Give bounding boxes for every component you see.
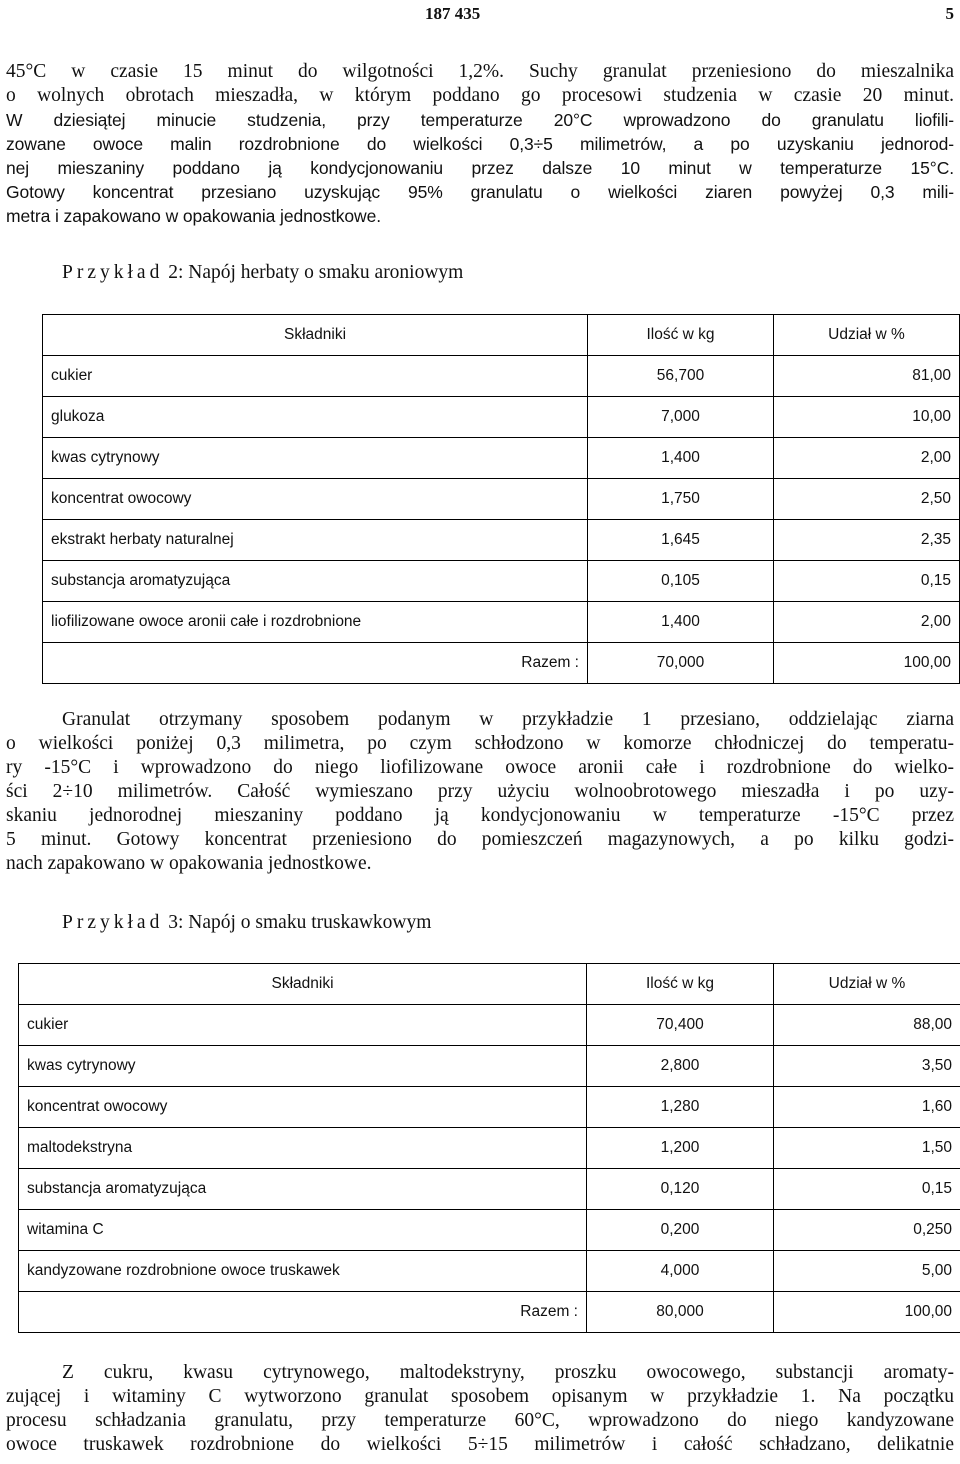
- column-header: Udział w %: [774, 964, 960, 1005]
- share-cell: 0,250: [774, 1210, 960, 1251]
- total-quantity: 70,000: [588, 643, 774, 684]
- paragraph-line: 5 minut. Gotowy koncentrat przeniesiono do pomieszczeń magazynowych, a po kilku godzi-: [6, 829, 954, 850]
- table-row: [19, 1087, 960, 1128]
- total-share: 100,00: [774, 643, 960, 684]
- paragraph-line: zowane owoce malin rozdrobnione do wielkości 0,3÷5 milimetrów, a po uzyskaniu jednorod-: [6, 134, 954, 154]
- ingredient-cell: koncentrat owocowy: [19, 1087, 587, 1128]
- paragraph-line: Gotowy koncentrat przesiano uzyskując 95% granulatu o wielkości ziaren powyżej 0,3 mili-: [6, 182, 954, 202]
- quantity-cell: 1,750: [588, 479, 774, 520]
- paragraph-line: metra i zapakowano w opakowania jednostkowe.: [6, 206, 381, 226]
- share-cell: 2,35: [774, 520, 960, 561]
- table-row: [19, 1210, 960, 1251]
- quantity-cell: 4,000: [587, 1251, 774, 1292]
- share-cell: 2,00: [774, 438, 960, 479]
- paragraph-line: Granulat otrzymany sposobem podanym w przykładzie 1 przesiano, oddzielając ziarna: [62, 709, 954, 730]
- ingredient-cell: ekstrakt herbaty naturalnej: [43, 520, 588, 561]
- table-total-row: [19, 1292, 960, 1333]
- table-header-row: [43, 315, 960, 356]
- table-row: [19, 1251, 960, 1292]
- ingredient-cell: substancja aromatyzująca: [43, 561, 588, 602]
- table-row: [43, 438, 960, 479]
- paragraph-line: o wolnych obrotach mieszadła, w którym poddano go procesowi studzenia w czasie 20 minut.: [6, 85, 954, 106]
- paragraph-line: ry -15°C i wprowadzono do niego liofilizowane owoce aronii całe i rozdrobnione do wielko-: [6, 757, 954, 778]
- quantity-cell: 0,200: [587, 1210, 774, 1251]
- ingredient-cell: glukoza: [43, 397, 588, 438]
- share-cell: 3,50: [774, 1046, 960, 1087]
- table-row: [43, 397, 960, 438]
- quantity-cell: 70,400: [587, 1005, 774, 1046]
- example-label: Przykład: [62, 912, 164, 933]
- column-header: Składniki: [19, 964, 587, 1005]
- page-header: [0, 4, 960, 28]
- quantity-cell: 56,700: [588, 356, 774, 397]
- quantity-cell: 7,000: [588, 397, 774, 438]
- paragraph-line: W dziesiątej minucie studzenia, przy temperaturze 20°C wprowadzono do granulatu liofili-: [6, 110, 954, 130]
- example-number: 2:: [168, 262, 184, 283]
- share-cell: 2,50: [774, 479, 960, 520]
- share-cell: 81,00: [774, 356, 960, 397]
- paragraph-line: 45°C w czasie 15 minut do wilgotności 1,2%. Suchy granulat przeniesiono do mieszalnika: [6, 61, 954, 82]
- table-row: [43, 356, 960, 397]
- example-3-heading: [62, 912, 431, 934]
- table-total-row: [43, 643, 960, 684]
- table-row: [19, 1169, 960, 1210]
- patent-number: 187 435: [425, 4, 481, 23]
- ingredient-cell: liofilizowane owoce aronii całe i rozdrobnione: [43, 602, 588, 643]
- quantity-cell: 1,400: [588, 438, 774, 479]
- example-3-paragraph: [6, 1361, 954, 1457]
- example-3-table: [18, 963, 960, 1333]
- quantity-cell: 1,400: [588, 602, 774, 643]
- example-title: Napój o smaku truskawkowym: [188, 912, 432, 933]
- paragraph-line: nach zapakowano w opakowania jednostkowe.: [6, 853, 372, 874]
- ingredient-cell: koncentrat owocowy: [43, 479, 588, 520]
- example-number: 3:: [168, 912, 184, 933]
- intro-paragraph: [6, 60, 954, 228]
- ingredient-cell: witamina C: [19, 1210, 587, 1251]
- table-row: [43, 479, 960, 520]
- quantity-cell: 0,105: [588, 561, 774, 602]
- table-row: [19, 1046, 960, 1087]
- quantity-cell: 1,200: [587, 1128, 774, 1169]
- table-row: [43, 602, 960, 643]
- share-cell: 1,50: [774, 1128, 960, 1169]
- ingredient-cell: substancja aromatyzująca: [19, 1169, 587, 1210]
- paragraph-line: procesu schładzania granulatu, przy temperaturze 60°C, wprowadzono do niego kandyzowane: [6, 1410, 954, 1431]
- table-header-row: [19, 964, 960, 1005]
- column-header: Składniki: [43, 315, 588, 356]
- total-label: Razem :: [19, 1292, 587, 1333]
- example-2-paragraph: [6, 708, 954, 876]
- share-cell: 2,00: [774, 602, 960, 643]
- paragraph-line: o wielkości poniżej 0,3 milimetra, po czym schłodzono w komorze chłodniczej do temperatu-: [6, 733, 954, 754]
- ingredient-cell: cukier: [19, 1005, 587, 1046]
- share-cell: 5,00: [774, 1251, 960, 1292]
- ingredient-cell: kandyzowane rozdrobnione owoce truskawek: [19, 1251, 587, 1292]
- share-cell: 1,60: [774, 1087, 960, 1128]
- share-cell: 10,00: [774, 397, 960, 438]
- example-2-table: [42, 314, 960, 684]
- paragraph-line: skaniu jednorodnej mieszaniny poddano ją kondycjonowaniu w temperaturze -15°C przez: [6, 805, 954, 826]
- column-header: Udział w %: [774, 315, 960, 356]
- total-quantity: 80,000: [587, 1292, 774, 1333]
- quantity-cell: 1,645: [588, 520, 774, 561]
- example-label: Przykład: [62, 262, 164, 283]
- table-row: [43, 520, 960, 561]
- share-cell: 0,15: [774, 1169, 960, 1210]
- share-cell: 0,15: [774, 561, 960, 602]
- total-label: Razem :: [43, 643, 588, 684]
- ingredient-cell: maltodekstryna: [19, 1128, 587, 1169]
- quantity-cell: 0,120: [587, 1169, 774, 1210]
- paragraph-line: Z cukru, kwasu cytrynowego, maltodekstryny, proszku owocowego, substancji aromaty-: [62, 1362, 954, 1383]
- share-cell: 88,00: [774, 1005, 960, 1046]
- paragraph-line: zującej i witaminy C wytworzono granulat sposobem opisanym w przykładzie 1. Na początku: [6, 1386, 954, 1407]
- ingredient-cell: kwas cytrynowy: [43, 438, 588, 479]
- table-row: [19, 1128, 960, 1169]
- ingredient-cell: kwas cytrynowy: [19, 1046, 587, 1087]
- quantity-cell: 2,800: [587, 1046, 774, 1087]
- page-number: 5: [945, 4, 954, 23]
- table-row: [19, 1005, 960, 1046]
- paragraph-line: nej mieszaniny poddano ją kondycjonowaniu przez dalsze 10 minut w temperaturze 15°C.: [6, 158, 954, 178]
- column-header: Ilość w kg: [588, 315, 774, 356]
- total-share: 100,00: [774, 1292, 960, 1333]
- example-2-heading: [62, 262, 463, 284]
- quantity-cell: 1,280: [587, 1087, 774, 1128]
- paragraph-line: owoce truskawek rozdrobnione do wielkości 5÷15 milimetrów i całość schładzano, delikatnie: [6, 1434, 954, 1455]
- ingredient-cell: cukier: [43, 356, 588, 397]
- example-title: Napój herbaty o smaku aroniowym: [188, 262, 464, 283]
- paragraph-line: ści 2÷10 milimetrów. Całość wymieszano przy użyciu wolnoobrotowego mieszadła i po uzy-: [6, 781, 954, 802]
- table-row: [43, 561, 960, 602]
- column-header: Ilość w kg: [587, 964, 774, 1005]
